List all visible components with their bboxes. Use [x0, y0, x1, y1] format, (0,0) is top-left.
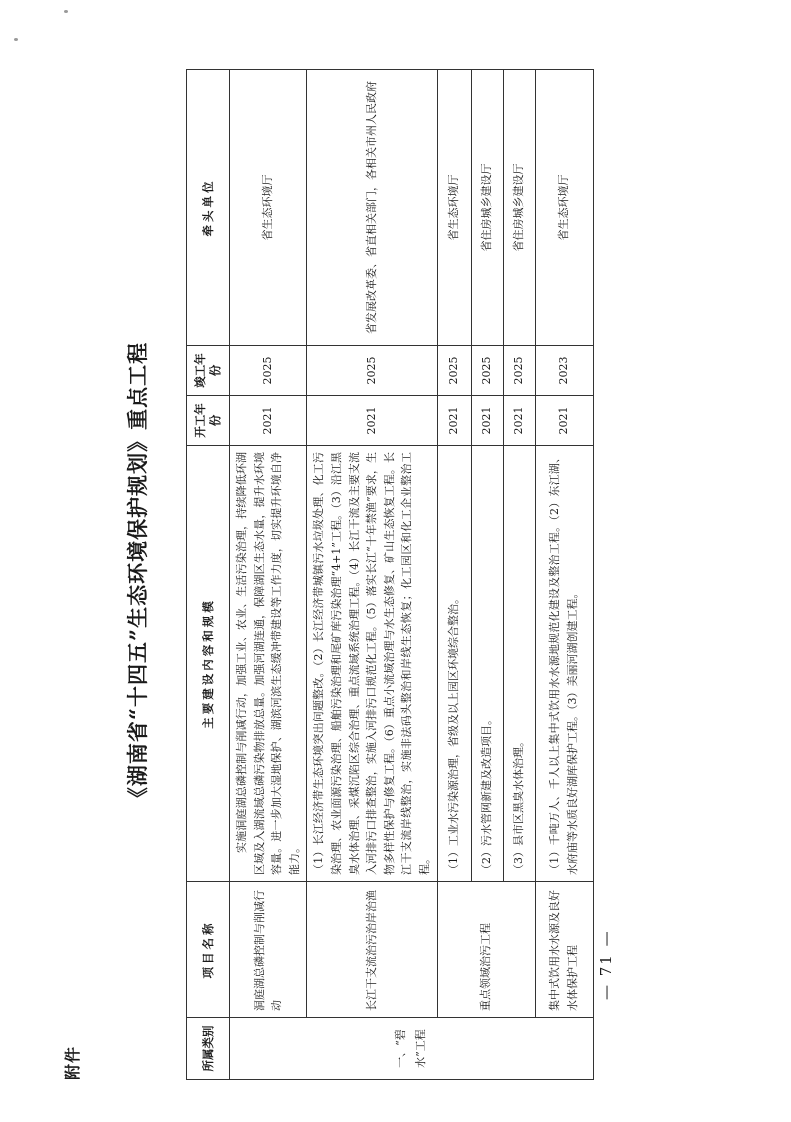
content-cell: （1）千吨万人、千人以上集中式饮用水水源地规范化建设及整治工程。（2）东江湖、水府庙等水质良好湖库保护工程。（3）美丽河湖创建工程。 — [535, 446, 593, 882]
table-row — [307, 70, 437, 1080]
table-row — [535, 70, 593, 1080]
content-cell: （1）长江经济带生态环境突出问题整改。（2）长江经济带城镇污水垃圾处理、化工污染治理、农业面源污染治理、船舶污染治理和尾矿库污染治理“4+1”工程。（3）沿江黑臭水体治理、采煤沉陷区综合治理、重点流域系统治理工程。（4）长江干流及主要支流入河排污口排查整治，实施入河排污口规范化工程。（5）落实长江“十年禁渔”要求，生物多样性保护与修复工程。（6）重点小流域治理与水生态修复、矿山生态恢复工程。长江干支流岸线整治，实施非法码头整治和岸线生态恢复；化工园区和化工企业整治工程。 — [307, 446, 437, 882]
scan-speck — [64, 10, 68, 13]
lead-unit-cell: 省住房城乡建设厅 — [503, 70, 535, 346]
end-year-cell: 2025 — [230, 346, 307, 396]
key-projects-table — [186, 69, 594, 1080]
end-year-cell: 2025 — [307, 346, 437, 396]
content-cell: （3）县市区黑臭水体治理。 — [503, 446, 535, 882]
project-name-cell: 重点领域治污工程 — [437, 882, 535, 1018]
start-year-cell: 2021 — [535, 396, 593, 446]
header-lead-unit: 牵头单位 — [187, 70, 230, 346]
header-start-year: 开工年份 — [187, 396, 230, 446]
start-year-cell: 2021 — [471, 396, 503, 446]
project-name-cell: 集中式饮用水水源及良好水体保护工程 — [535, 882, 593, 1018]
header-category: 所属类别 — [187, 1018, 230, 1080]
lead-unit-cell: 省住房城乡建设厅 — [471, 70, 503, 346]
table-header-row — [187, 70, 230, 1080]
content-cell: （1）工业水污染源治理，省级及以上园区环境综合整治。 — [437, 446, 471, 882]
start-year-cell: 2021 — [307, 396, 437, 446]
content-text: 实施洞庭湖总磷控制与削减行动，加强工业、农业、生活污染治理，持续降低环湖区域及入湖流域总磷污染物排放总量。加强河湖连通，保障湖区生态水量，提升水环境容量。进一步加大湿地保护、湖滨河滨生态缓冲带建设等工作力度，切实提升环境自净能力。 — [235, 452, 301, 875]
table-row — [230, 70, 307, 1080]
lead-unit-cell: 省生态环境厅 — [437, 70, 471, 346]
end-year-cell: 2025 — [471, 346, 503, 396]
scan-speck — [14, 38, 18, 41]
document-title: 《湖南省“十四五”生态环境保护规划》重点工程 — [125, 341, 150, 809]
start-year-cell: 2021 — [503, 396, 535, 446]
content-cell: （2）污水管网新建及改造项目。 — [471, 446, 503, 882]
header-content: 主要建设内容和规模 — [187, 446, 230, 882]
project-name-cell: 洞庭湖总磷控制与削减行动 — [230, 882, 307, 1018]
table-row — [437, 70, 471, 1080]
attachment-label: 附件 — [63, 1045, 82, 1080]
end-year-cell: 2025 — [503, 346, 535, 396]
lead-unit-cell: 省生态环境厅 — [230, 70, 307, 346]
start-year-cell: 2021 — [437, 396, 471, 446]
lead-unit-cell: 省生态环境厅 — [535, 70, 593, 346]
page-number-text: — 71 — — [597, 929, 615, 1000]
lead-unit-cell: 省发展改革委、省直相关部门，各相关市州人民政府 — [307, 70, 437, 346]
project-name-cell: 长江干支流治污治岸治渔 — [307, 882, 437, 1018]
page-number — [597, 929, 707, 1000]
header-project: 项目名称 — [187, 882, 230, 1018]
start-year-cell: 2021 — [230, 396, 307, 446]
rotated-document-sheet — [60, 70, 620, 1080]
end-year-cell: 2023 — [535, 346, 593, 396]
category-cell: 一、“碧水”工程 — [230, 1018, 594, 1080]
header-end-year: 竣工年份 — [187, 346, 230, 396]
end-year-cell: 2025 — [437, 346, 471, 396]
content-cell — [230, 446, 307, 882]
